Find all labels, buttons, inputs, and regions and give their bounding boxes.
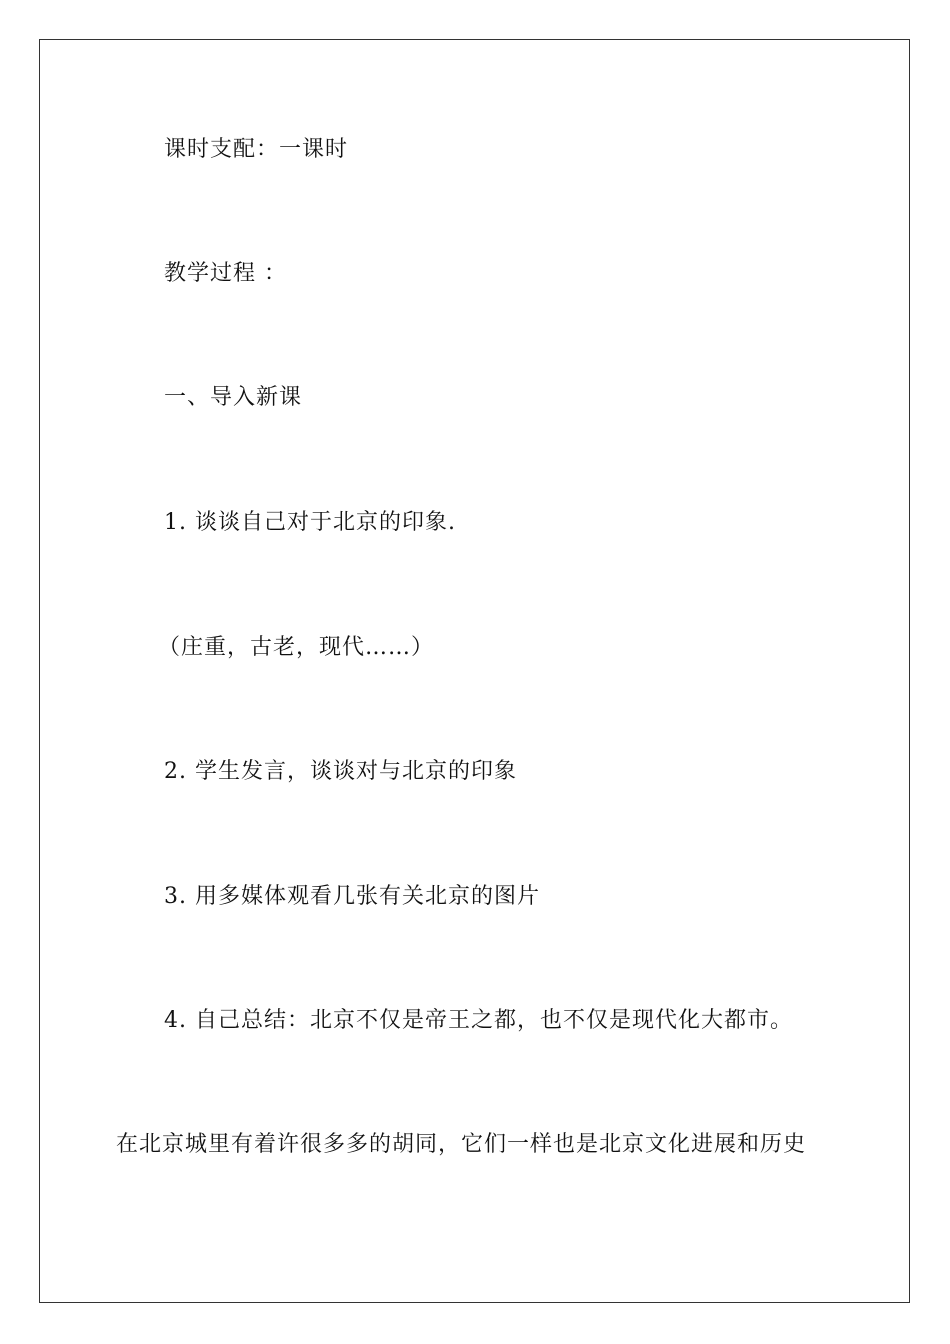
- body-paragraph: 在北京城里有着许很多多的胡同，它们一样也是北京文化进展和历史: [116, 1132, 807, 1157]
- list-item-4: 4. 自己总结：北京不仅是帝王之都，也不仅是现代化大都市。: [164, 1008, 793, 1033]
- page-frame: [39, 39, 910, 1303]
- teaching-process-heading: 教学过程 ：: [164, 261, 287, 286]
- lesson-duration: 课时支配：一课时: [164, 137, 349, 162]
- list-item-3: 3. 用多媒体观看几张有关北京的图片: [164, 884, 540, 909]
- section-heading-intro: 一、导入新课: [164, 385, 303, 410]
- list-item-1: 1. 谈谈自己对于北京的印象.: [164, 510, 456, 535]
- list-item-1-note: （庄重，古老，现代……）: [158, 635, 435, 660]
- list-item-2: 2. 学生发言，谈谈对与北京的印象: [164, 759, 517, 784]
